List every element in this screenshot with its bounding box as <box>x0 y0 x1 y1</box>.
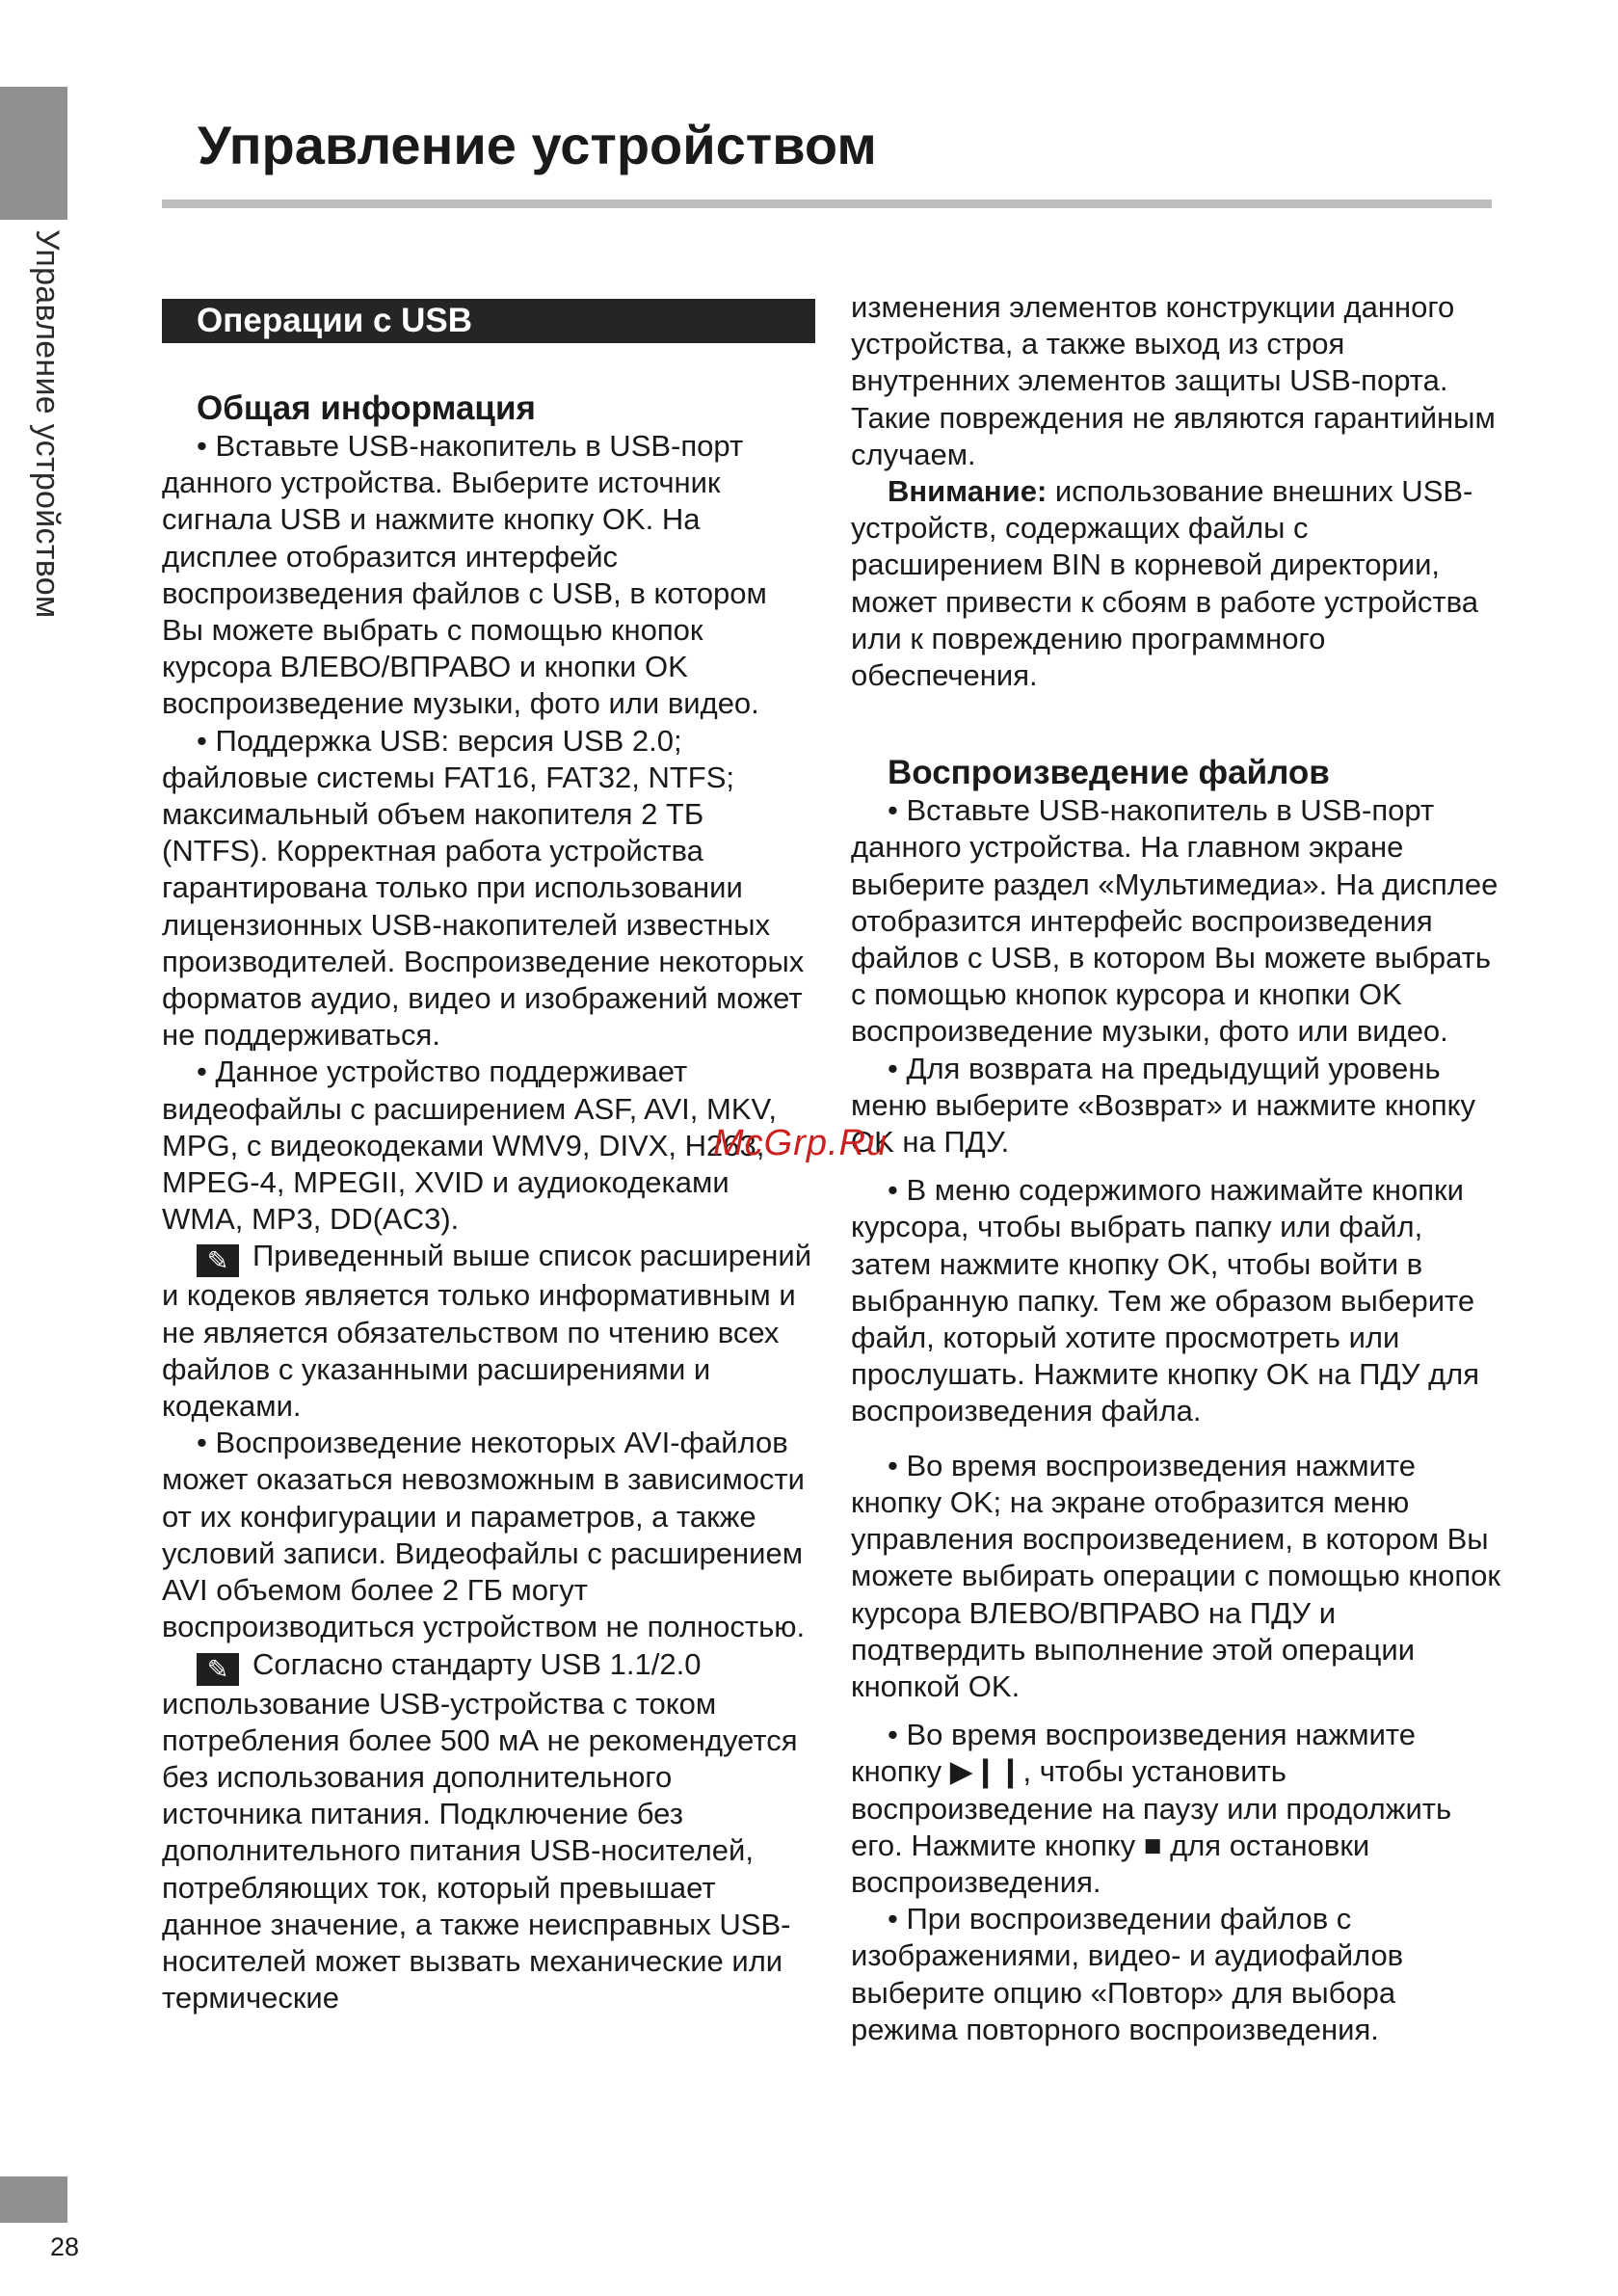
paragraph-return: • Для возврата на предыдущий уровень меню выберите «Возврат» и нажмите кнопку OK на ПДУ. <box>851 1051 1476 1160</box>
section-title: Операции с USB <box>162 299 815 343</box>
title-divider <box>162 200 1492 208</box>
pause-text-a: • Во время воспроизведения нажмите кнопку <box>851 1718 1416 1789</box>
page-title: Управление устройством <box>198 115 877 175</box>
note-pencil-icon: ✎ <box>197 1244 239 1277</box>
note-codecs <box>162 1238 815 1425</box>
side-section-label: Управление устройством <box>29 229 66 619</box>
page-number: 28 <box>50 2232 80 2261</box>
note-usb-power <box>162 1646 815 2017</box>
watermark: McGrp.Ru <box>713 1123 889 1163</box>
paragraph-formats: • Данное устройство поддерживает видеофайлы с расширением ASF, AVI, MKV, MPG, с видеокодеками WMV9, DIVX, H263, MPEG-4, MPEGII, XVID и аудиокодеками WMA, MP3, DD(AC3). <box>162 1055 777 1237</box>
paragraph-avi: • Воспроизведение некоторых AVI-файлов может оказаться невозможным в зависимости от их конфигурации и параметров, а также условий записи. Видеофайлы с расширением AVI объемом более 2 ГБ могут воспроизводиться устройством не полностью. <box>162 1426 806 1644</box>
warning-label: Внимание: <box>888 474 1048 509</box>
paragraph-continuation: изменения элементов конструкции данного устройства, а также выход из строя внутренних элементов защиты USB-порта. Такие повреждения не являются гарантийным случаем. <box>851 290 1496 471</box>
paragraph-content-menu: • В меню содержимого нажимайте кнопки курсора, чтобы выбрать папку или файл, затем нажмите кнопку OK, чтобы войти в выбранную папку. Тем же образом выберите файл, который хотите просмотреть или прослушать. Нажмите кнопку OK на ПДУ для воспроизведения файла. <box>851 1173 1480 1428</box>
paragraph-repeat: • При воспроизведении файлов с изображениями, видео- и аудиофайлов выберите опцию «Повтор» для выбора режима повторного воспроизведения. <box>851 1902 1404 2046</box>
paragraph-usb-support: • Поддержка USB: версия USB 2.0; файловые системы FAT16, FAT32, NTFS; максимальный объем накопителя 2 ТБ (NTFS). Корректная работа устройства гарантирована только при использовании лицензионных USB-накопителей известных производителей. Воспроизведение некоторых форматов аудио, видео и изображений может не поддерживаться. <box>162 723 805 1053</box>
right-column <box>851 289 1506 2048</box>
paragraph-warning <box>851 473 1506 694</box>
subsection-playback: Воспроизведение файлов <box>888 754 1330 792</box>
paragraph-playback-menu: • Во время воспроизведения нажмите кнопку OK; на экране отобразится меню управления воспроизведением, в котором Вы можете выбирать операции с помощью кнопок курсора ВЛЕВО/ВПРАВО на ПДУ и подтвердить выполнение этой операции кнопкой OK. <box>851 1448 1500 1703</box>
subsection-general-info: Общая информация <box>197 389 536 427</box>
paragraph-insert-usb: • Вставьте USB-накопитель в USB-порт данного устройства. Выберите источник сигнала USB и нажмите кнопку OK. На дисплее отобразится интерфейс воспроизведения файлов с USB, в котором Вы можете выбрать с помощью кнопок курсора ВЛЕВО/ВПРАВО и кнопки OK воспроизведение музыки, фото или видео. <box>162 429 767 721</box>
side-tab-marker <box>0 87 67 220</box>
pause-text-b: , чтобы установить воспроизведение на паузу или продолжить его. Нажмите кнопку <box>851 1754 1452 1862</box>
play-pause-icon: ▶❙❙ <box>949 1754 1023 1789</box>
note-usb-power-text: Согласно стандарту USB 1.1/2.0 использование USB-устройства с током потребления более 500 мА не рекомендуется без использования дополнительного источника питания. Подключение без дополнительного питания USB-носителей, потребляющих ток, который превышает данное значение, а также неисправных USB-носителей может вызвать механические или термические <box>162 1646 798 2016</box>
note-codecs-text: Приведенный выше список расширений и кодеков является только информативным и не является обязательством по чтению всех файлов с указанными расширениями и кодеками. <box>162 1239 812 1424</box>
paragraph-multimedia: • Вставьте USB-накопитель в USB-порт данного устройства. На главном экране выберите раздел «Мультимедиа». На дисплее отобразится интерфейс воспроизведения файлов с USB, в котором Вы можете выбрать с помощью кнопок курсора и кнопки OK воспроизведение музыки, фото или видео. <box>851 793 1499 1049</box>
pause-text-c: для остановки воспроизведения. <box>851 1828 1370 1899</box>
page-number-marker <box>0 2176 67 2223</box>
stop-icon: ■ <box>1143 1828 1162 1862</box>
note-pencil-icon: ✎ <box>197 1653 239 1686</box>
paragraph-pause-stop <box>851 1717 1506 1901</box>
warning-text: использование внешних USB-устройств, содержащих файлы с расширением BIN в корневой директории, может привести к сбоям в работе устройства или к повреждению программного обеспечения. <box>851 474 1478 693</box>
